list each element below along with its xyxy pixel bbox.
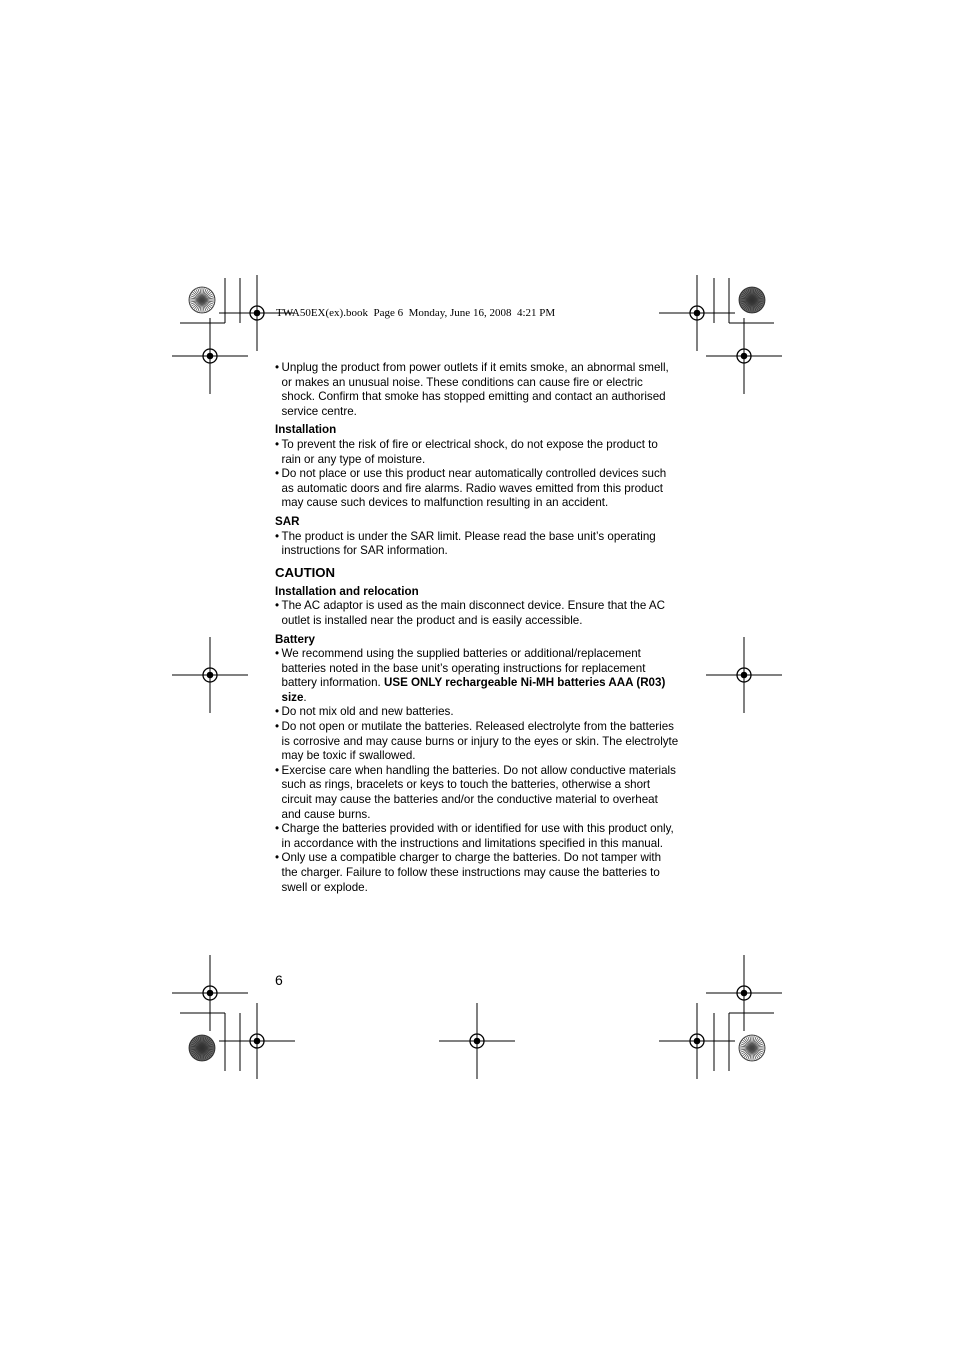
list-item bbox=[275, 361, 679, 419]
color-bar-icon bbox=[739, 1035, 765, 1061]
list-item bbox=[275, 467, 679, 511]
color-bar-icon bbox=[189, 1035, 215, 1061]
list-item bbox=[275, 822, 679, 851]
list-item bbox=[275, 647, 679, 705]
color-bar-icon bbox=[739, 287, 765, 313]
list-item bbox=[275, 438, 679, 467]
registration-dot bbox=[741, 353, 748, 360]
installation-heading: Installation bbox=[275, 423, 337, 437]
registration-dot bbox=[254, 1038, 261, 1045]
bullet-symbol: • bbox=[275, 763, 280, 777]
list-item bbox=[275, 530, 679, 559]
bullet-symbol: • bbox=[275, 529, 280, 543]
bullet-symbol: • bbox=[275, 822, 280, 836]
caution-heading: CAUTION bbox=[275, 564, 336, 580]
bullet-symbol: • bbox=[275, 599, 280, 613]
page-content bbox=[275, 361, 679, 895]
battery-heading: Battery bbox=[275, 632, 315, 646]
bullet-text: The product is under the SAR limit. Please read the base unit’s operating instructions for SAR information. bbox=[281, 529, 656, 558]
registration-dot bbox=[207, 672, 214, 679]
bullet-symbol: • bbox=[275, 361, 280, 374]
bullet-text: We recommend using the supplied batteries or additional/replacement batteries noted in the base unit’s operating instructions for replacement battery information. bbox=[281, 647, 646, 690]
registration-dot bbox=[207, 990, 214, 997]
bullet-symbol: • bbox=[275, 437, 280, 451]
bullet-symbol: • bbox=[275, 647, 280, 661]
bullet-end-text: . bbox=[303, 690, 307, 704]
registration-dot bbox=[741, 990, 748, 997]
list-item bbox=[275, 705, 679, 720]
bullet-symbol: • bbox=[275, 851, 280, 865]
bullet-text: The AC adaptor is used as the main disconnect device. Ensure that the AC outlet is installed near the product and is easily accessible. bbox=[281, 599, 665, 627]
bullet-text: Charge the batteries provided with or identified for use with this product only, in accordance with the instructions and limitations specified in this manual. bbox=[281, 822, 674, 850]
bullet-text: Unplug the product from power outlets if it emits smoke, an abnormal smell, or makes an unusual noise. These conditions can cause fire or electric shock. Confirm that smoke has stopped emitting and contact an authorised service centre. bbox=[281, 361, 669, 418]
page-number: 6 bbox=[275, 972, 283, 988]
book-info-header: TWA50EX(ex).book Page 6 Monday, June 16, 2008 4:21 PM bbox=[276, 307, 556, 319]
bullet-text: Do not mix old and new batteries. bbox=[281, 705, 454, 719]
bullet-text: To prevent the risk of fire or electrical shock, do not expose the product to rain or any type of moisture. bbox=[281, 437, 658, 466]
bullet-text: Do not place or use this product near automatically controlled devices such as automatic doors and fire alarms. Radio waves emitted from this product may cause such devices to malfunction resulting in an accident. bbox=[281, 467, 667, 510]
bullet-text: Only use a compatible charger to charge the batteries. Do not tamper with the charger. Failure to follow these instructions may cause the batteries to swell or explode. bbox=[281, 851, 662, 894]
list-item bbox=[275, 720, 679, 764]
registration-dot bbox=[694, 310, 701, 317]
registration-dot bbox=[741, 672, 748, 679]
bullet-bold-text: USE ONLY rechargeable Ni-MH batteries AAA (R03) size bbox=[281, 676, 666, 704]
registration-dot bbox=[694, 1038, 701, 1045]
bullet-symbol: • bbox=[275, 467, 280, 481]
sar-heading: SAR bbox=[275, 514, 300, 528]
list-item bbox=[275, 599, 679, 628]
registration-dot bbox=[474, 1038, 481, 1045]
registration-dot bbox=[207, 353, 214, 360]
color-bar-icon bbox=[189, 287, 215, 313]
list-item bbox=[275, 764, 679, 822]
bullet-text: Do not open or mutilate the batteries. Released electrolyte from the batteries is corrosive and may cause burns or injury to the eyes or skin. The electrolyte may be toxic if swallowed. bbox=[281, 720, 679, 763]
relocation-heading: Installation and relocation bbox=[275, 584, 419, 598]
registration-dot bbox=[254, 310, 261, 317]
list-item bbox=[275, 851, 679, 895]
bullet-symbol: • bbox=[275, 705, 280, 719]
bullet-text: Exercise care when handling the batteries. Do not allow conductive materials such as rings, bracelets or keys to touch the batteries, otherwise a short circuit may cause the batteries and/or the conductive material to overheat and cause burns. bbox=[281, 763, 676, 821]
bullet-symbol: • bbox=[275, 720, 280, 734]
